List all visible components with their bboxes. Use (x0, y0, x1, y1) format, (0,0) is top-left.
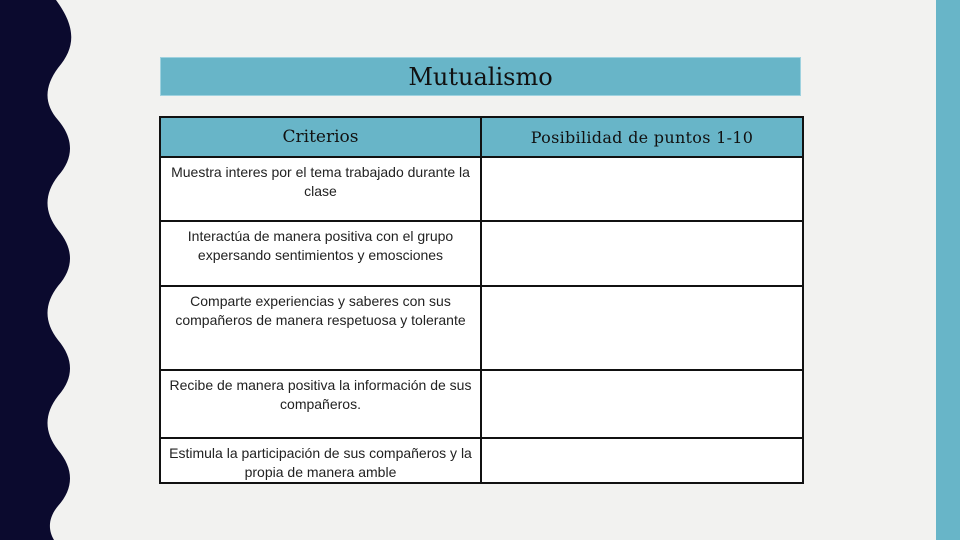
right-accent-band (936, 0, 960, 540)
puntos-cell[interactable] (481, 370, 803, 438)
puntos-cell[interactable] (481, 438, 803, 483)
table-row (160, 221, 803, 286)
table-row (160, 370, 803, 438)
puntos-cell[interactable] (481, 286, 803, 370)
slide-title: Mutualismo (160, 57, 801, 96)
table-header-row (160, 117, 803, 157)
puntos-cell[interactable] (481, 157, 803, 221)
puntos-cell[interactable] (481, 221, 803, 286)
criterio-cell: Recibe de manera positiva la información de sus compañeros. (160, 370, 481, 438)
criterio-cell: Estimula la participación de sus compañeros y la propia de manera amble (160, 438, 481, 483)
table-row (160, 438, 803, 483)
table-row (160, 286, 803, 370)
wavy-dark-band (0, 0, 80, 540)
criterio-cell: Muestra interes por el tema trabajado durante la clase (160, 157, 481, 221)
rubric-table (159, 116, 804, 484)
criterio-cell: Comparte experiencias y saberes con sus compañeros de manera respetuosa y tolerante (160, 286, 481, 370)
table-row (160, 157, 803, 221)
criterio-cell: Interactúa de manera positiva con el grupo expersando sentimientos y emosciones (160, 221, 481, 286)
header-puntos: Posibilidad de puntos 1-10 (481, 117, 803, 157)
header-criterios: Criterios (160, 117, 481, 157)
